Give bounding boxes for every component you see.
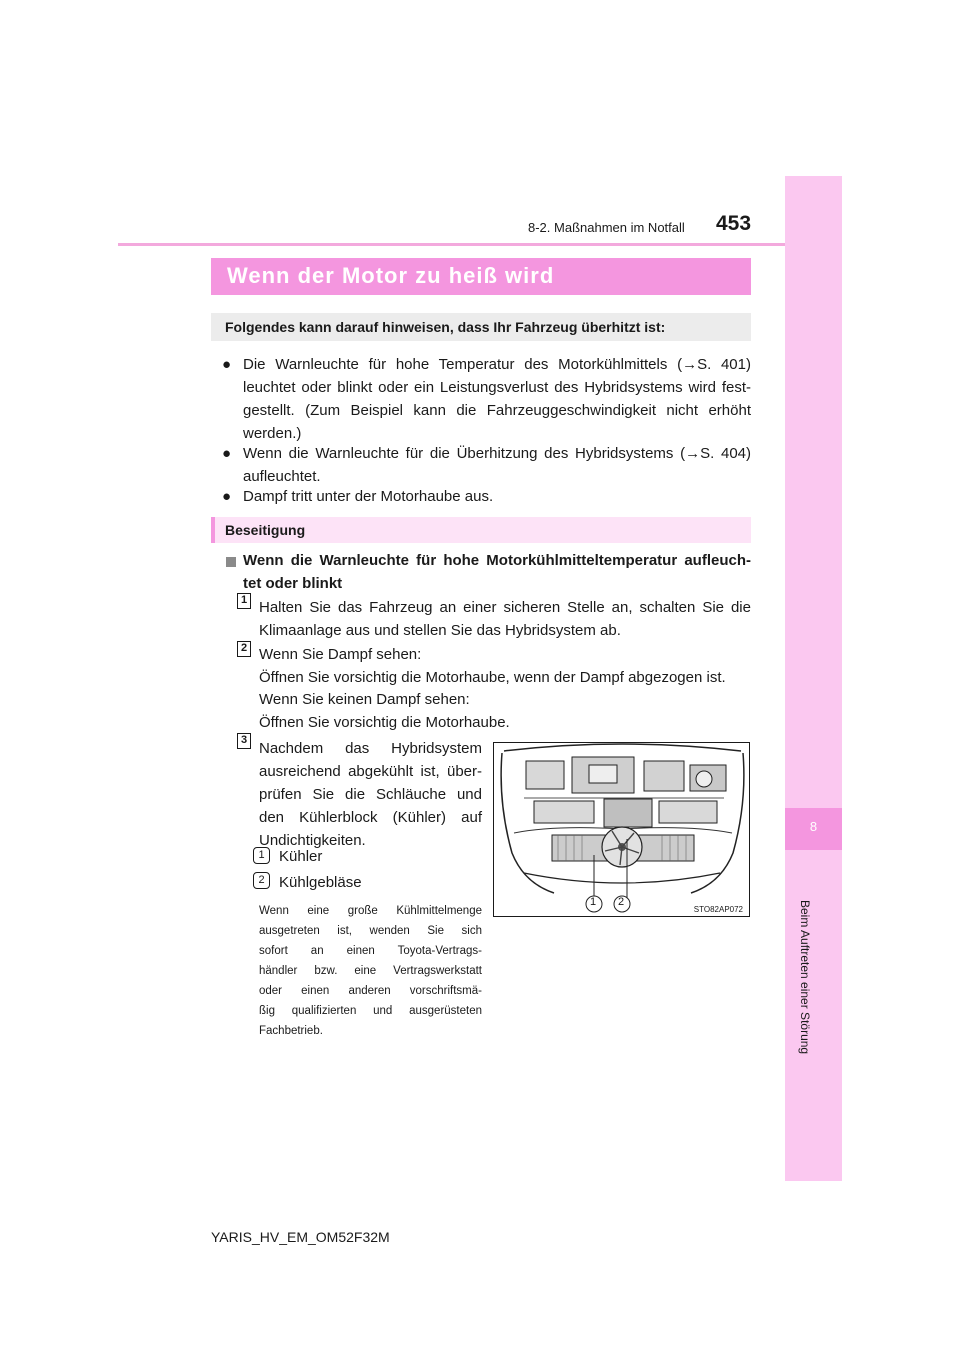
step-line: Undichtigkeiten. [259,832,366,849]
step-number-box: 2 [237,641,251,657]
step-line: Öffnen Sie vorsichtig die Motorhaube. [259,714,510,731]
chapter-number: 8 [809,819,818,834]
bullet-line: aufleuchtet. [243,468,321,485]
step-line: prüfen Sie die Schläuche und [259,786,482,803]
subheading-line: Wenn die Warnleuchte für hohe Motorkühlmitteltemperatur aufleuch- [243,552,751,569]
caution-line: ßig qualifizierten und ausgerüsteten [259,1005,482,1017]
step-line: Öffnen Sie vorsichtig die Motorhaube, wenn der Dampf abgezogen ist. [259,669,726,686]
bullet-dot: ● [222,445,232,462]
step-text [259,643,751,689]
bullet-dot: ● [222,488,232,505]
step-number-box: 3 [237,733,251,749]
step-line: Wenn Sie Dampf sehen: [259,646,422,663]
caution-line: ausgetreten ist, wenden Sie sich [259,925,482,937]
step-line: Halten Sie das Fahrzeug an einer sicheren Stelle an, schalten Sie die [259,599,751,616]
bullet-line: leuchtet oder blinkt oder ein Leistungsverlust des Hybridsystems wird fest- [243,379,751,396]
remedy-accent-bar [211,517,215,543]
bullet-item [243,485,751,508]
caution-line: sofort an einen Toyota-Vertrags- [259,945,482,957]
figure-callout: 2 [618,896,625,908]
figure-callout: 1 [590,896,597,908]
page-title: Wenn der Motor zu heiß wird [227,263,555,288]
remedy-box [211,517,751,543]
legend-label: Kühlgebläse [279,874,362,891]
header-rule [118,243,785,246]
remedy-heading: Beseitigung [225,522,306,538]
engine-bay-illustration [493,742,750,917]
subheading [243,549,751,595]
bullet-line: gestellt. (Zum Beispiel kann die Fahrzeuggeschwindigkeit nicht erhöht [243,402,751,419]
step-number-box: 1 [237,593,251,609]
legend-number: 2 [253,872,270,889]
chapter-number-box [785,808,842,850]
caution-paragraph [259,901,482,1041]
legend-number: 1 [253,847,270,864]
step-line: Wenn Sie keinen Dampf sehen: [259,691,470,708]
figure-code: STO82AP072 [693,905,743,914]
bullet-line: Dampf tritt unter der Motorhaube aus. [243,488,494,505]
caution-line: händler bzw. eine Vertragswerkstatt [259,965,482,977]
bullet-line: Wenn die Warnleuchte für die Überhitzung des Hybridsystems (→S. 404) [243,445,751,462]
step-text [259,737,482,852]
bullet-dot: ● [222,356,232,373]
subheading-line: tet oder blinkt [243,575,343,592]
notice-box [211,313,751,341]
bullet-line: werden.) [243,425,302,442]
step-line: den Kühlerblock (Kühler) auf [259,809,482,826]
title-bar [211,258,751,295]
section-label: 8-2. Maßnahmen im Notfall [528,220,685,235]
caution-line: Fachbetrieb. [259,1025,323,1037]
engine-bay-drawing [494,743,750,917]
square-bullet-icon [226,557,236,567]
step-line: Nachdem das Hybridsystem [259,740,482,757]
page-number: 453 [716,212,752,235]
bullet-item [243,353,751,445]
step-line: ausreichend abgekühlt ist, über- [259,763,482,780]
caution-line: Wenn eine große Kühlmittelmenge [259,905,482,917]
step-line: Klimaanlage aus und stellen Sie das Hybridsystem ab. [259,622,621,639]
step-text [259,688,751,734]
bullet-item [243,442,751,488]
legend-label: Kühler [279,848,323,865]
chapter-title-vertical [800,900,814,1060]
notice-text: Folgendes kann darauf hinweisen, dass Ihr Fahrzeug überhitzt ist: [225,319,666,335]
caution-line: oder einen anderen vorschriftsmä- [259,985,482,997]
bullet-line: Die Warnleuchte für hohe Temperatur des Motorkühlmittels (→S. 401) [243,356,751,373]
document-code: YARIS_HV_EM_OM52F32M [211,1229,390,1245]
chapter-title: Beim Auftreten einer Störung [798,900,812,1055]
step-text [259,596,751,642]
